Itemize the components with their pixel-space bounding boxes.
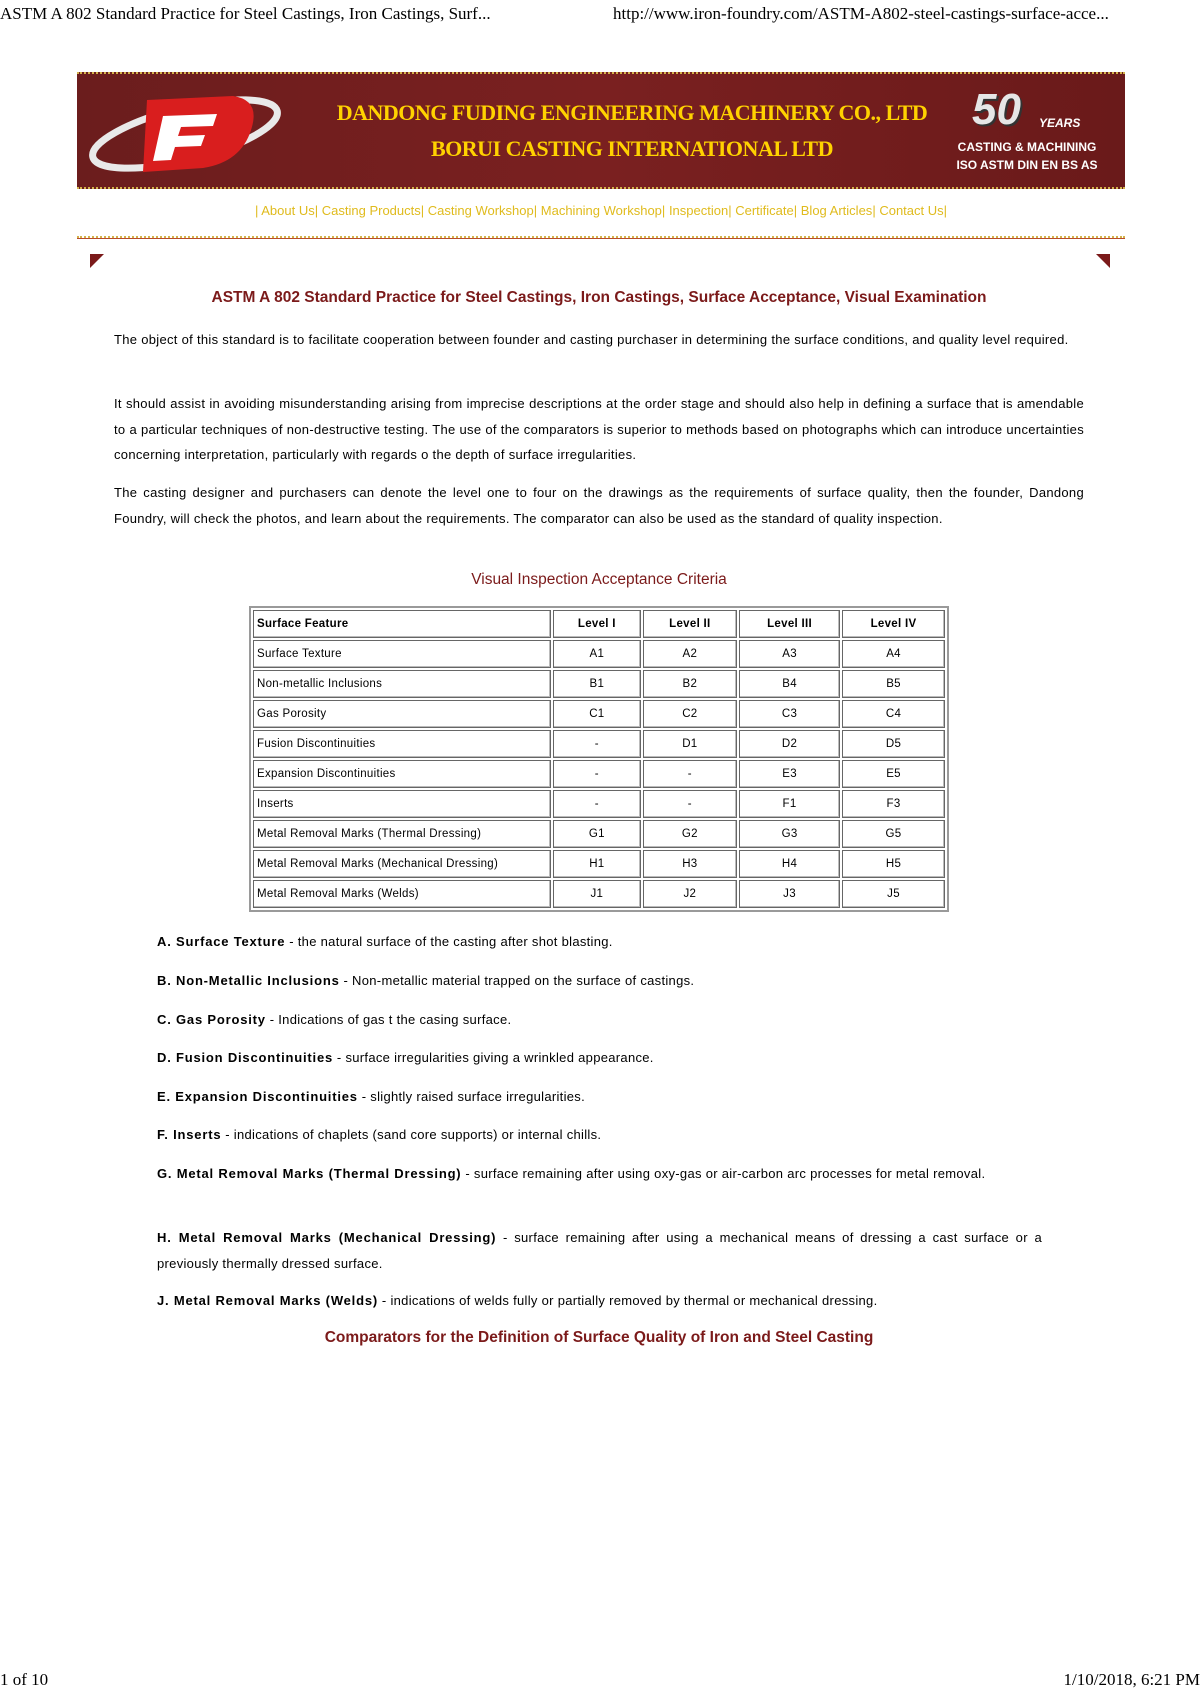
definition-term: E. Expansion Discontinuities xyxy=(157,1089,358,1104)
banner-tagline-services: CASTING & MACHINING xyxy=(957,140,1097,154)
table-cell: B5 xyxy=(842,670,945,698)
table-cell: J3 xyxy=(739,880,840,908)
nav-blog-articles[interactable]: Blog Articles xyxy=(800,203,873,218)
table-cell: Gas Porosity xyxy=(253,700,551,728)
anniversary-number: 50 xyxy=(972,85,1021,134)
definition-item xyxy=(157,1045,1042,1071)
nav-machining-workshop[interactable]: Machining Workshop xyxy=(540,203,662,218)
definition-desc: - Indications of gas t the casing surface. xyxy=(265,1012,512,1027)
column-header: Level II xyxy=(643,610,737,638)
banner-tagline-standards: ISO ASTM DIN EN BS AS xyxy=(956,158,1098,172)
definition-item xyxy=(157,1225,1042,1276)
corner-top-left-icon xyxy=(90,254,104,268)
nav-separator: | xyxy=(943,203,948,218)
table-cell: - xyxy=(553,760,641,788)
table-cell: G5 xyxy=(842,820,945,848)
nav-contact-us[interactable]: Contact Us xyxy=(879,203,944,218)
table-row xyxy=(253,790,945,818)
table-cell: Non-metallic Inclusions xyxy=(253,670,551,698)
table-cell: F3 xyxy=(842,790,945,818)
corner-top-right-icon xyxy=(1096,254,1110,268)
definition-term: B. Non-Metallic Inclusions xyxy=(157,973,340,988)
table-cell: G1 xyxy=(553,820,641,848)
definition-term: H. Metal Removal Marks (Mechanical Dressing) xyxy=(157,1230,497,1245)
table-row xyxy=(253,700,945,728)
table-cell: A4 xyxy=(842,640,945,668)
table-cell: J2 xyxy=(643,880,737,908)
table-row xyxy=(253,640,945,668)
company-name-primary: DANDONG FUDING ENGINEERING MACHINERY CO., LTD xyxy=(336,100,928,125)
table-cell: J1 xyxy=(553,880,641,908)
definition-desc: - slightly raised surface irregularities. xyxy=(357,1089,586,1104)
intro-paragraph: The object of this standard is to facilitate cooperation between founder and casting purchaser in determining the surface conditions, and quality level required. xyxy=(114,332,1069,347)
table-row xyxy=(253,850,945,878)
definition-term: D. Fusion Discontinuities xyxy=(157,1050,334,1065)
anniversary-label: YEARS xyxy=(1039,116,1081,130)
nav-certificate[interactable]: Certificate xyxy=(735,203,794,218)
definition-item xyxy=(157,1007,1042,1033)
table-cell: G2 xyxy=(643,820,737,848)
table-cell: Metal Removal Marks (Thermal Dressing) xyxy=(253,820,551,848)
table-cell: A2 xyxy=(643,640,737,668)
table-cell: - xyxy=(643,760,737,788)
definition-item xyxy=(157,1122,1042,1148)
print-header xyxy=(0,0,1200,28)
nav-separator: | xyxy=(793,203,798,218)
table-cell: G3 xyxy=(739,820,840,848)
paragraph-purpose: It should assist in avoiding misunderstanding arising from imprecise descriptions at the order stage and should also help in defining a surface that is amendable to a particular techniques of non-destructive testing. The use of the comparators is superior to methods based on photographs which can introduce uncertainties concerning interpretation, particularly with regards o the depth of surface irregularities. xyxy=(114,396,1084,462)
nav-separator: | xyxy=(314,203,319,218)
definition-desc: - indications of welds fully or partially removed by thermal or mechanical dressing. xyxy=(378,1293,878,1308)
page-number: 1 of 10 xyxy=(0,1670,49,1689)
table-row xyxy=(253,670,945,698)
table-cell: H3 xyxy=(643,850,737,878)
definition-item xyxy=(157,1161,1042,1187)
table-cell: Metal Removal Marks (Welds) xyxy=(253,880,551,908)
nav-separator: | xyxy=(661,203,666,218)
table-cell: B2 xyxy=(643,670,737,698)
nav-casting-products[interactable]: Casting Products xyxy=(321,203,421,218)
nav-separator: | xyxy=(420,203,425,218)
table-cell: B1 xyxy=(553,670,641,698)
table-cell: B4 xyxy=(739,670,840,698)
definition-desc: - surface remaining after using oxy-gas or air-carbon arc processes for metal removal. xyxy=(461,1166,986,1181)
table-cell: C2 xyxy=(643,700,737,728)
table-cell: - xyxy=(643,790,737,818)
main-nav xyxy=(77,203,1125,218)
table-cell: D2 xyxy=(739,730,840,758)
table-row xyxy=(253,730,945,758)
paragraph-usage: The casting designer and purchasers can denote the level one to four on the drawings as the requirements of surface quality, then the founder, Dandong Foundry, will check the photos, and learn about the requirements. The comparator can also be used as the standard of quality inspection. xyxy=(114,485,1084,526)
fuding-logo-icon[interactable] xyxy=(85,86,285,178)
nav-separator: | xyxy=(533,203,538,218)
definition-term: C. Gas Porosity xyxy=(157,1012,266,1027)
definition-item xyxy=(157,1084,1042,1110)
company-name-secondary: BORUI CASTING INTERNATIONAL LTD xyxy=(431,136,833,161)
print-datetime: 1/10/2018, 6:21 PM xyxy=(1063,1670,1200,1689)
nav-separator: | xyxy=(728,203,732,218)
nav-divider xyxy=(77,236,1125,239)
acceptance-criteria-table xyxy=(249,606,949,912)
table-cell: Expansion Discontinuities xyxy=(253,760,551,788)
nav-casting-workshop[interactable]: Casting Workshop xyxy=(427,203,534,218)
nav-inspection[interactable]: Inspection xyxy=(668,203,729,218)
table-cell: H4 xyxy=(739,850,840,878)
definition-item xyxy=(157,1288,1042,1314)
definition-desc: - indications of chaplets (sand core supports) or internal chills. xyxy=(221,1127,602,1142)
nav-about-us[interactable]: About Us xyxy=(261,203,315,218)
table-cell: - xyxy=(553,790,641,818)
table-cell: E5 xyxy=(842,760,945,788)
definition-desc: - Non-metallic material trapped on the surface of castings. xyxy=(339,973,695,988)
definition-item xyxy=(157,968,1042,994)
table-row xyxy=(253,880,945,908)
definition-term: F. Inserts xyxy=(157,1127,222,1142)
definition-term: J. Metal Removal Marks (Welds) xyxy=(157,1293,378,1308)
table-cell: C3 xyxy=(739,700,840,728)
table-cell: Metal Removal Marks (Mechanical Dressing) xyxy=(253,850,551,878)
comparators-title: Comparators for the Definition of Surface Quality of Iron and Steel Casting xyxy=(324,1329,874,1346)
definition-desc: - the natural surface of the casting after shot blasting. xyxy=(285,934,613,949)
definition-term: A. Surface Texture xyxy=(157,934,286,949)
table-cell: J5 xyxy=(842,880,945,908)
table-cell: C4 xyxy=(842,700,945,728)
table-cell: C1 xyxy=(553,700,641,728)
table-cell: A3 xyxy=(739,640,840,668)
table-header-row xyxy=(253,610,945,638)
table-title: Visual Inspection Acceptance Criteria xyxy=(471,571,727,588)
definition-desc: - surface irregularities giving a wrinkled appearance. xyxy=(333,1050,654,1065)
table-cell: A1 xyxy=(553,640,641,668)
nav-separator: | xyxy=(872,203,876,218)
table-cell: - xyxy=(553,730,641,758)
definition-item xyxy=(157,929,1042,955)
table-cell: D1 xyxy=(643,730,737,758)
table-cell: H5 xyxy=(842,850,945,878)
column-header: Level IV xyxy=(842,610,945,638)
page-title: ASTM A 802 Standard Practice for Steel Castings, Iron Castings, Surface Acceptance, Visual Examination xyxy=(211,289,987,306)
table-row xyxy=(253,820,945,848)
nav-separator: | xyxy=(254,203,259,218)
table-cell: Surface Texture xyxy=(253,640,551,668)
site-banner xyxy=(77,72,1125,189)
table-cell: D5 xyxy=(842,730,945,758)
print-header-title: ASTM A 802 Standard Practice for Steel Castings, Iron Castings, Surf... xyxy=(0,4,491,23)
table-cell: H1 xyxy=(553,850,641,878)
print-header-url[interactable]: http://www.iron-foundry.com/ASTM-A802-steel-castings-surface-acce... xyxy=(613,4,1109,23)
column-header: Level I xyxy=(553,610,641,638)
definition-desc: - surface remaining after using a mechanical means of dressing a cast surface or a previously thermally dressed surface. xyxy=(157,1230,1043,1271)
table-row xyxy=(253,760,945,788)
print-footer xyxy=(0,1670,1200,1696)
table-cell: Fusion Discontinuities xyxy=(253,730,551,758)
column-header: Surface Feature xyxy=(253,610,551,638)
column-header: Level III xyxy=(739,610,840,638)
table-cell: E3 xyxy=(739,760,840,788)
definition-term: G. Metal Removal Marks (Thermal Dressing) xyxy=(157,1166,462,1181)
table-cell: Inserts xyxy=(253,790,551,818)
table-cell: F1 xyxy=(739,790,840,818)
